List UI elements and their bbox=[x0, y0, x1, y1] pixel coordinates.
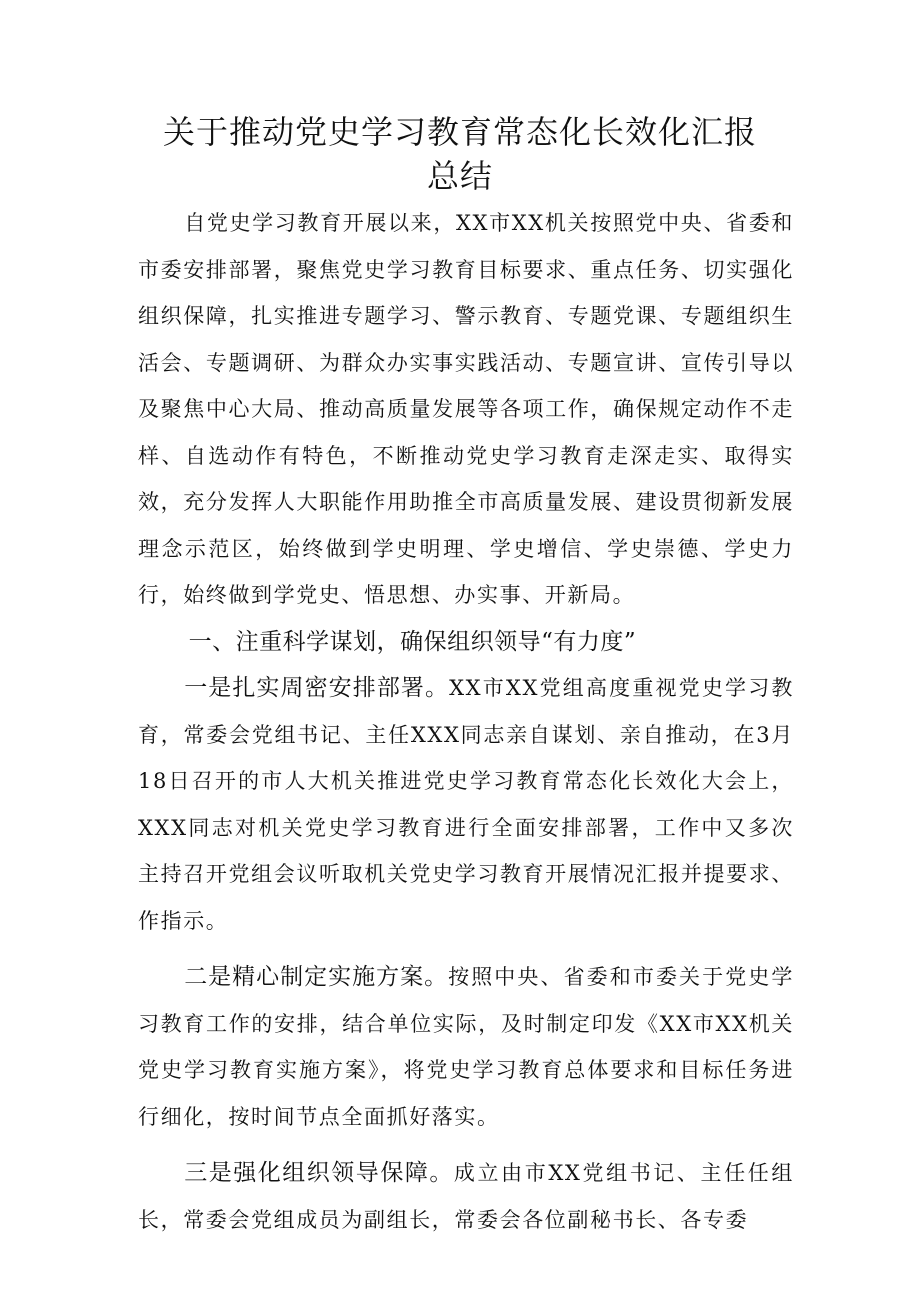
paragraph-3-lead: 三是强化组织领导保障。 bbox=[184, 1160, 454, 1186]
paragraph-2-lead: 二是精心制定实施方案。 bbox=[184, 964, 449, 990]
paragraph-1-lead: 一是扎实周密安排部署。 bbox=[184, 675, 450, 701]
paragraph-1-text: XX市XX党组高度重视党史学习教育，常委会党组书记、主任XXX同志亲自谋划、亲自推动，在3月18日召开的市人大机关推进党史学习教育常态化长效化大会上，XXX同志对机关党史学习教育进行全面安排部署，工作中又多次主持召开党组会议听取机关党史学习教育开展情况汇报并提要求、作指示。 bbox=[138, 676, 794, 933]
document-body bbox=[138, 200, 794, 1243]
paragraph-2 bbox=[138, 954, 794, 1140]
paragraph-3 bbox=[138, 1150, 794, 1243]
intro-paragraph: 自党史学习教育开展以来，XX市XX机关按照党中央、省委和市委安排部署，聚焦党史学习教育目标要求、重点任务、切实强化组织保障，扎实推进专题学习、警示教育、专题党课、专题组织生活会、专题调研、为群众办实事实践活动、专题宣讲、宣传引导以及聚焦中心大局、推动高质量发展等各项工作，确保规定动作不走样、自选动作有特色，不断推动党史学习教育走深走实、取得实效，充分发挥人大职能作用助推全市高质量发展、建设贯彻新发展理念示范区，始终做到学史明理、学史增信、学史崇德、学史力行，始终做到学党史、悟思想、办实事、开新局。 bbox=[138, 211, 794, 607]
paragraph-3-text: 成立由市XX党组书记、主任任组长，常委会党组成员为副组长，常委会各位副秘书长、各专委 bbox=[138, 1161, 794, 1232]
document-title-line-1: 关于推动党史学习教育常态化长效化汇报 bbox=[162, 113, 757, 151]
paragraph-2-text: 按照中央、省委和市委关于党史学习教育工作的安排，结合单位实际，及时制定印发《XX市XX机关党史学习教育实施方案》，将党史学习教育总体要求和目标任务进行细化，按时间节点全面抓好落实。 bbox=[138, 965, 795, 1129]
paragraph-1 bbox=[138, 665, 794, 944]
document-title-line-2: 总结 bbox=[426, 157, 493, 195]
section-heading-1: 一、注重科学谋划，确保组织领导“有力度” bbox=[188, 628, 637, 655]
